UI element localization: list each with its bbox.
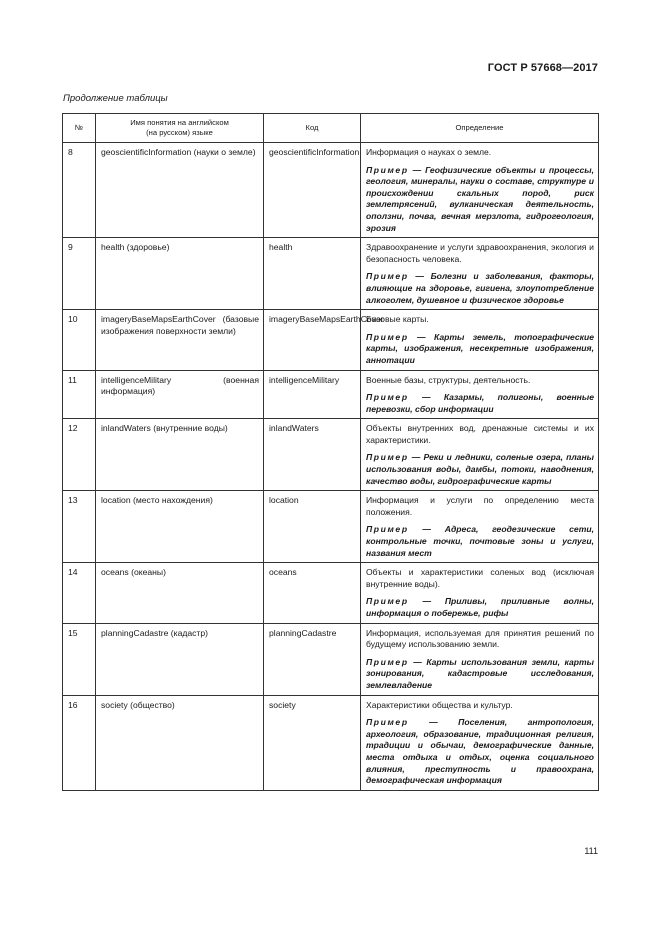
row-name-text: society (общество) [101,699,175,710]
example-label: Пример [366,164,409,175]
row-name [96,563,264,623]
definition-text: Военные базы, структуры, деятельность. [366,374,531,385]
column-header-name: Имя понятия на английском (на русском) языке [96,114,264,143]
example-text: Карты использования земли, карты зонирования, кадастровые исследования, землевладение [366,656,594,690]
definition-example: Пример — Карты использования земли, карты зонирования, кадастровые исследования, землевладение [366,656,594,690]
row-number [63,310,96,370]
definition-text: Характеристики общества и культур. [366,699,513,710]
row-number-text: 12 [68,423,78,434]
row-number [63,370,96,419]
row-number [63,623,96,695]
row-name [96,623,264,695]
table-row [63,695,599,790]
row-definition [361,370,599,419]
example-label: Пример [366,392,409,403]
table-row [63,370,599,419]
row-code-text: intelligenceMilitary [269,374,340,385]
row-name [96,370,264,419]
row-number-text: 13 [68,495,78,506]
row-name-text: health (здоровье) [101,242,170,253]
example-text: Казармы, полигоны, военные перевозки, сбор информации [366,392,594,414]
row-number [63,491,96,563]
definition-example: Пример — Геофизические объекты и процессы, геология, минералы, науки о составе, структуре и происхождении скальных пород, риск землетрясений, вулканическая деятельность, оползни, почва, вечная мерзлота, гидрогеология, эрозия [366,164,594,233]
row-code-text: planningCadastre [269,627,337,638]
column-header-code: Код [264,114,361,143]
definition-example: Пример — Адреса, геодезические сети, контрольные точки, почтовые зоны и услуги, названия мест [366,524,594,558]
row-name-text: inlandWaters (внутренние воды) [101,423,228,434]
row-name-text: location (место нахождения) [101,495,213,506]
example-label: Пример [366,596,409,607]
row-code [264,370,361,419]
row-code [264,695,361,790]
table-header-row [63,114,599,143]
row-number [63,695,96,790]
row-number [63,419,96,491]
example-label: Пример [366,656,409,667]
definition-example: Пример — Поселения, антропология, археология, образование, традиционная религия, традиции и обычаи, демографические данные, места отдыха и отдых, оценка социального влияния, преступность и правоохрана, демографическая информация [366,717,594,786]
example-text: Геофизические объекты и процессы, геология, минералы, науки о составе, структуре и происхождении скальных пород, риск землетрясений, вулканическая деятельность, оползни, почва, вечная мерзлота, гидрогеология, эрозия [366,164,594,233]
row-number [63,563,96,623]
row-number-text: 16 [68,699,78,710]
row-number-text: 11 [68,374,77,385]
row-name-text: imageryBaseMapsEarthCover (базовые изображения поверхности земли) [101,314,259,336]
row-definition [361,695,599,790]
row-code [264,143,361,238]
row-name [96,238,264,310]
row-code-text: society [269,699,296,710]
row-code-text: imageryBaseMapsEarthCover [269,314,384,325]
example-text: Карты земель, топографические карты, изображения, несекретные изображения, аннотации [366,331,595,365]
row-name [96,143,264,238]
table-row [63,419,599,491]
row-definition [361,238,599,310]
example-label: Пример [366,271,409,282]
row-definition [361,563,599,623]
row-code [264,623,361,695]
row-code [264,310,384,370]
column-header-number: № [63,114,96,143]
row-definition [361,491,599,563]
row-name-text: intelligenceMilitary (военная информация) [101,374,259,397]
row-number-text: 15 [68,627,78,638]
document-code-header: ГОСТ Р 57668—2017 [487,62,598,74]
row-definition [361,623,599,695]
example-label: Пример [366,452,409,463]
table-body [63,143,599,791]
example-text: Адреса, геодезические сети, контрольные точки, почтовые зоны и услуги, названия мест [366,524,594,558]
example-label: Пример [366,331,409,342]
definition-text: Информация и услуги по определению места положения. [366,495,594,517]
table-row [63,491,599,563]
table-row [63,143,599,238]
table-row [63,623,599,695]
row-code-text: inlandWaters [269,423,319,434]
row-name-text: geoscientificInformation (науки о земле) [101,147,256,157]
definition-example: Пример — Реки и ледники, соленые озера, планы использования воды, дамбы, потоки, наводнения, качество воды, гидрографические карты [366,452,594,486]
definition-text: Базовые карты. [366,314,429,325]
row-code-text: oceans [269,567,297,578]
row-number [63,143,96,238]
definition-text: Объекты внутренних вод, дренажные системы и их характеристики. [366,423,594,445]
table-continuation-caption: Продолжение таблицы [63,93,168,104]
terms-table [62,113,599,791]
example-text: Приливы, приливные волны, информация о побережье, рифы [366,596,594,618]
definition-text: Информация о науках о земле. [366,147,492,157]
row-name [96,695,264,790]
row-code [264,419,361,491]
row-name-text: planningCadastre (кадастр) [101,627,209,638]
definition-example: Пример — Болезни и заболевания, факторы, влияющие на здоровье, гигиена, злоупотребление алкоголем, душевное и физическое здоровье [366,271,594,305]
definition-text: Здравоохранение и услуги здравоохранения, экология и безопасность человека. [366,242,594,264]
row-number-text: 9 [68,242,73,253]
row-code [264,491,361,563]
column-header-definition: Определение [361,114,599,143]
row-name [96,419,264,491]
table-row [63,563,599,623]
example-label: Пример [366,524,409,535]
row-definition [361,143,599,238]
row-number-text: 14 [68,567,78,578]
row-number [63,238,96,310]
row-definition [361,310,599,370]
example-text: Реки и ледники, соленые озера, планы использования воды, дамбы, потоки, наводнения, качество воды, гидрографические карты [366,452,594,486]
example-text: Поселения, антропология, археология, образование, традиционная религия, традиции и обычаи, демографические данные, места отдыха и отдых, оценка социального влияния, преступность и правоохрана, демографическая информация [366,717,594,786]
example-label: Пример [366,717,409,728]
table-row [63,238,599,310]
definition-example: Пример — Карты земель, топографические карты, изображения, несекретные изображения, аннотации [366,331,595,365]
table-row [63,310,599,370]
definition-example: Пример — Приливы, приливные волны, информация о побережье, рифы [366,596,594,618]
row-number-text: 10 [68,314,78,325]
row-code-text: health [269,242,293,253]
row-code [264,563,361,623]
row-definition [361,419,599,491]
definition-text: Объекты и характеристики соленых вод (исключая внутренние воды). [366,567,594,589]
row-name [96,310,264,370]
row-name [96,491,264,563]
definition-text: Информация, используемая для принятия решений по будущему использованию земли. [366,627,594,650]
page-number: 111 [584,846,598,856]
row-code [264,238,361,310]
row-code-text: geoscientificInformation [269,147,360,157]
row-name-text: oceans (океаны) [101,567,166,578]
example-text: Болезни и заболевания, факторы, влияющие на здоровье, гигиена, злоупотребление алкоголем, душевное и физическое здоровье [366,271,594,305]
row-number-text: 8 [68,147,73,157]
row-code-text: location [269,495,299,506]
definition-example: Пример — Казармы, полигоны, военные перевозки, сбор информации [366,392,594,414]
